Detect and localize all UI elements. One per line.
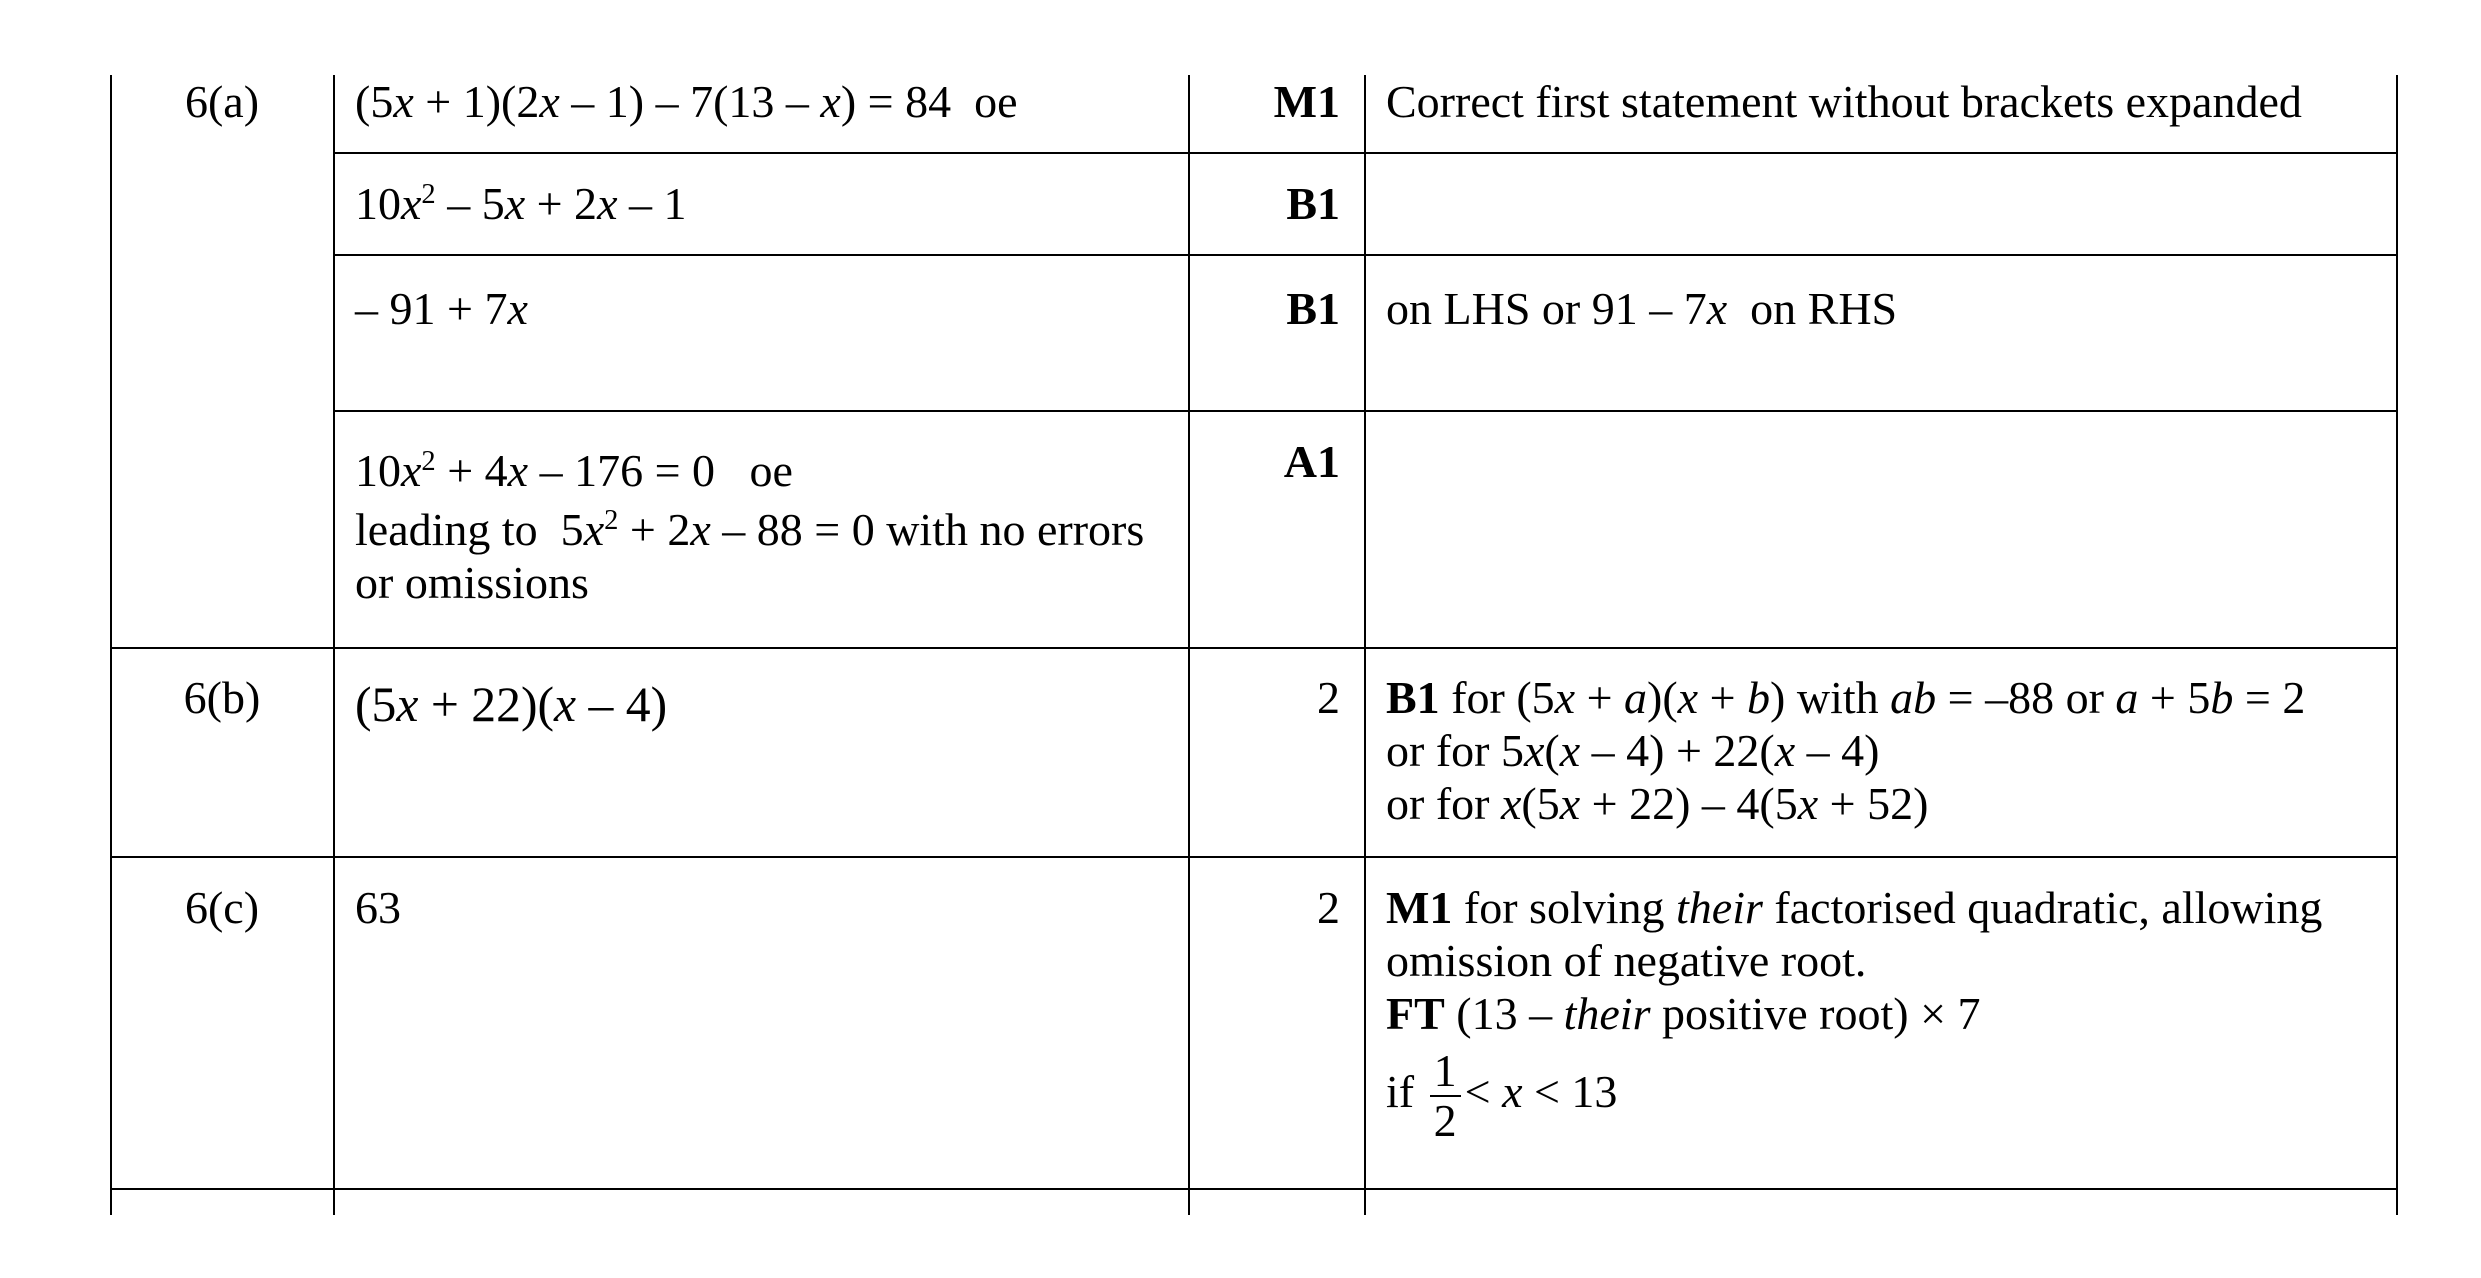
mark-cell: 2 xyxy=(1317,882,1340,933)
mark-cell: B1 xyxy=(1286,283,1340,334)
guidance-cell: M1 for solving their factorised quadratic, allowing omission of negative root. FT (13 – their positive root) × 7 if $\frac{1}{2}$ < x < 13 xyxy=(1386,882,2323,1146)
mark-cell: A1 xyxy=(1283,436,1340,487)
table-border-right xyxy=(2396,75,2398,1215)
mark-cell: M1 xyxy=(1273,76,1340,127)
guidance-cell: on LHS or 91 – 7x on RHS xyxy=(1386,283,1898,334)
row-divider xyxy=(110,856,2398,858)
answer-cell: – 91 + 7x xyxy=(355,283,528,334)
guidance-cell: B1 for (5x + a)(x + b) with ab = –88 or a + 5b = 2 or for 5x(x – 4) + 22(x – 4) or for x(5x + 22) – 4(5x + 52) xyxy=(1386,672,2306,829)
row-divider xyxy=(110,647,2398,649)
table-border-marks xyxy=(1188,75,1190,1215)
table-border-guidance xyxy=(1364,75,1366,1215)
answer-cell: $10x^2 - 5x + 2x - 1$ xyxy=(355,178,687,229)
answer-cell: $10x^2 + 4x - 176 = 0$ oe leading to $5x^2 + 2x - 88 = 0$ with no errors or omissions xyxy=(355,445,1145,608)
question-number: 6(c) xyxy=(184,882,260,933)
table-border-answer xyxy=(333,75,335,1215)
row-divider xyxy=(333,152,2398,154)
guidance-cell: Correct first statement without brackets expanded xyxy=(1386,76,2302,127)
row-divider xyxy=(333,410,2398,412)
answer-cell: 63 xyxy=(355,882,401,933)
answer-cell: (5x + 22)(x – 4) xyxy=(355,677,668,732)
table-border-left xyxy=(110,75,112,1215)
row-divider xyxy=(333,254,2398,256)
question-number: 6(a) xyxy=(184,76,260,127)
mark-cell: B1 xyxy=(1286,178,1340,229)
answer-cell: (5x + 1)(2x – 1) – 7(13 – x) = 84 oe xyxy=(355,76,1018,127)
row-divider xyxy=(110,1188,2398,1190)
mark-cell: 2 xyxy=(1317,672,1340,723)
question-number: 6(b) xyxy=(183,672,261,723)
